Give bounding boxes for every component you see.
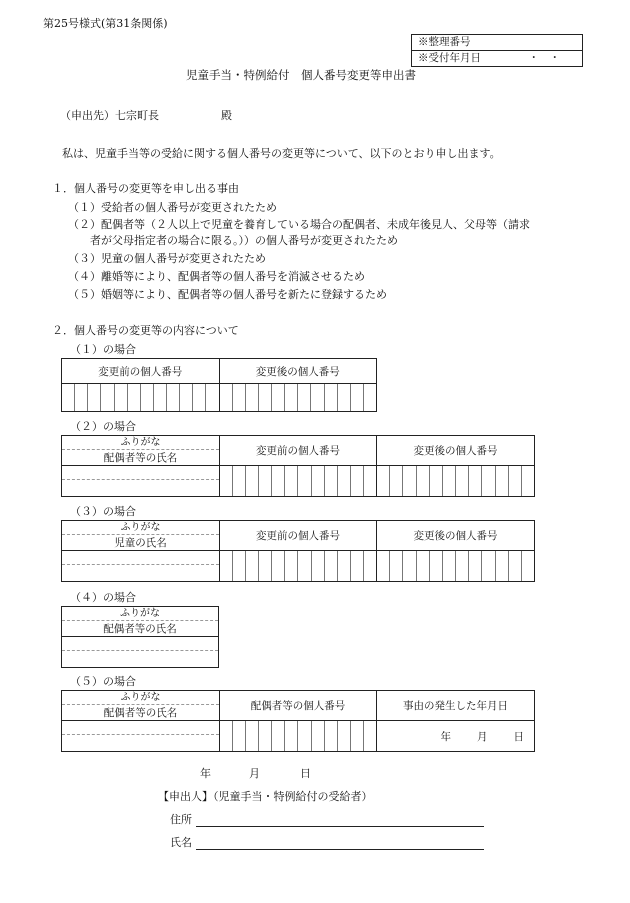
reason-item-1: （１）受給者の個人番号が変更されたため (68, 201, 277, 214)
name-label: 氏名 (170, 836, 192, 849)
submission-date[interactable]: 年 月 日 (200, 767, 311, 780)
receipt-date-field[interactable]: ※受付年月日 ・ ・ (412, 50, 582, 66)
addressee: （申出先）七宗町長 殿 (60, 109, 232, 122)
case4-table (61, 606, 219, 668)
case4-name-header: ふりがな 配偶者等の氏名 (62, 607, 219, 637)
reason-item-3: （３）児童の個人番号が変更されたため (68, 252, 266, 265)
case2-label: （２）の場合 (70, 420, 136, 433)
case5-label: （５）の場合 (70, 675, 136, 688)
office-use-box (411, 34, 583, 67)
case1-before-number[interactable] (62, 384, 220, 412)
case2-before-header: 変更前の個人番号 (220, 436, 377, 466)
case2-after-number[interactable] (377, 466, 535, 497)
intro-text: 私は、児童手当等の受給に関する個人番号の変更等について、以下のとおり申し出ます。 (62, 147, 501, 160)
case4-label: （４）の場合 (70, 591, 136, 604)
form-number: 第25号様式(第31条関係) (43, 17, 168, 30)
case2-name-input[interactable] (62, 466, 220, 497)
case3-after-number[interactable] (377, 551, 535, 582)
case1-after-header: 変更後の個人番号 (219, 359, 377, 384)
case1-table (61, 358, 377, 412)
reason-item-4: （４）離婚等により、配偶者等の個人番号を消滅させるため (68, 270, 365, 283)
case3-name-input[interactable] (62, 551, 220, 582)
case5-date-input[interactable]: 年 月 日 (377, 721, 535, 752)
case5-number-header: 配偶者等の個人番号 (220, 691, 377, 721)
address-input[interactable] (196, 826, 484, 827)
case2-before-number[interactable] (220, 466, 377, 497)
name-input[interactable] (196, 849, 484, 850)
case5-table (61, 690, 535, 752)
case2-after-header: 変更後の個人番号 (377, 436, 535, 466)
case3-before-header: 変更前の個人番号 (220, 521, 377, 551)
case1-before-header: 変更前の個人番号 (62, 359, 220, 384)
reference-number-field[interactable]: ※整理番号 (418, 36, 471, 48)
section1-heading: １．個人番号の変更等を申し出る事由 (52, 182, 239, 195)
case3-before-number[interactable] (220, 551, 377, 582)
reason-item-2-cont: 者が父母指定者の場合に限る。））の個人番号が変更されたため (90, 234, 398, 247)
case5-number-input[interactable] (220, 721, 377, 752)
case2-table (61, 435, 535, 497)
address-label: 住所 (170, 813, 192, 826)
reason-item-2: （２）配偶者等（２人以上で児童を養育している場合の配偶者、未成年後見人、父母等（請求 (68, 218, 530, 231)
case3-table (61, 520, 535, 582)
case4-name-input[interactable] (62, 637, 219, 668)
case5-name-header: ふりがな 配偶者等の氏名 (62, 691, 220, 721)
reason-item-5: （５）婚姻等により、配偶者等の個人番号を新たに登録するため (68, 288, 387, 301)
case3-label: （３）の場合 (70, 505, 136, 518)
applicant-heading: 【申出人】（児童手当・特例給付の受給者） (158, 790, 373, 803)
section2-heading: ２．個人番号の変更等の内容について (52, 324, 239, 337)
case5-name-input[interactable] (62, 721, 220, 752)
case1-label: （１）の場合 (70, 343, 136, 356)
case1-after-number[interactable] (219, 384, 377, 412)
case5-date-header: 事由の発生した年月日 (377, 691, 535, 721)
page-title: 児童手当・特例給付 個人番号変更等申出書 (186, 68, 416, 82)
case3-after-header: 変更後の個人番号 (377, 521, 535, 551)
case3-name-header: ふりがな 児童の氏名 (62, 521, 220, 551)
case2-name-header: ふりがな 配偶者等の氏名 (62, 436, 220, 466)
